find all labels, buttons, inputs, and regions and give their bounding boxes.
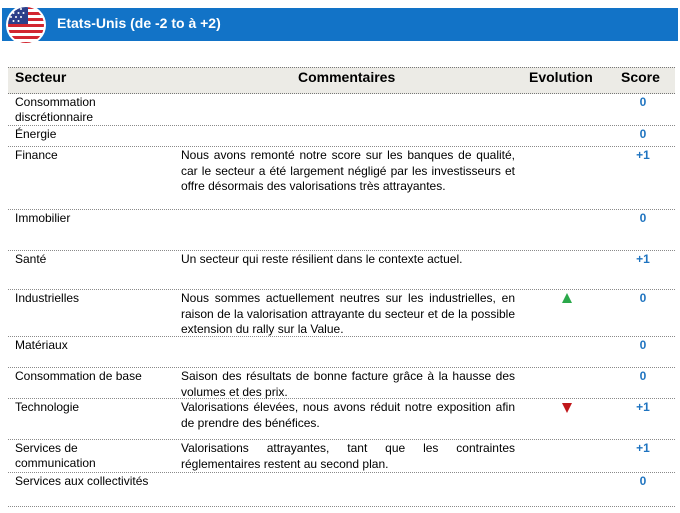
banner-title: Etats-Unis (de -2 to à +2) [57,15,221,31]
score-value: +1 [636,148,650,162]
evolution-up-icon [557,292,577,306]
sector-comment: Saison des résultats de bonne facture grâce à la hausse des volumes et des prix. [181,369,515,399]
header-score: Score [621,69,660,85]
sector-comment: Un secteur qui reste résilient dans le contexte actuel. [181,252,463,266]
sector-comment: Nous avons remonté notre score sur les banques de qualité, car le secteur a été largement négligé par les investisseurs et offre désormais des valorisations très attrayantes. [181,148,515,193]
table-row [8,337,675,368]
table-row [8,290,675,337]
us-flag-icon [4,3,48,47]
header-evolution: Evolution [529,69,593,85]
score-value: 0 [639,338,647,352]
sector-table [8,67,675,507]
score-value: +1 [636,441,650,455]
evolution-down-icon [557,401,577,415]
table-row [8,473,675,507]
score-value: 0 [639,369,647,383]
sector-comment: Nous sommes actuellement neutres sur les industrielles, en raison de la valorisation attrayante du secteur et de la possible extension du rally sur la Value. [181,291,515,336]
sector-comment: Valorisations élevées, nous avons réduit notre exposition afin de prendre des bénéfices. [181,400,515,430]
score-value: +1 [636,400,650,414]
sector-comment: Valorisations attrayantes, tant que les contraintes réglementaires restent au second plan. [181,441,515,471]
table-row [8,251,675,290]
sector-name: Services de communication [15,441,96,470]
sector-name: Industrielles [15,291,80,305]
header-secteur: Secteur [15,69,67,85]
score-value: 0 [639,95,647,109]
table-row [8,210,675,251]
sector-name: Consommation discrétionnaire [15,95,96,124]
score-value: 0 [639,474,647,488]
table-row [8,94,675,126]
sector-name: Santé [15,252,47,266]
table-row [8,126,675,147]
sector-name: Services aux collectivités [15,474,149,488]
table-row [8,368,675,399]
score-value: +1 [636,252,650,266]
sector-name: Consommation de base [15,369,142,383]
score-value: 0 [639,211,647,225]
table-header [8,67,675,94]
score-value: 0 [639,291,647,305]
sector-name: Immobilier [15,211,71,225]
table-row [8,399,675,440]
sector-name: Énergie [15,127,57,141]
score-value: 0 [639,127,647,141]
sector-name: Matériaux [15,338,68,352]
sector-name: Finance [15,148,58,162]
sector-name: Technologie [15,400,80,414]
header-commentaires: Commentaires [298,69,396,85]
table-row [8,147,675,210]
table-row [8,440,675,473]
section-banner [2,8,678,41]
